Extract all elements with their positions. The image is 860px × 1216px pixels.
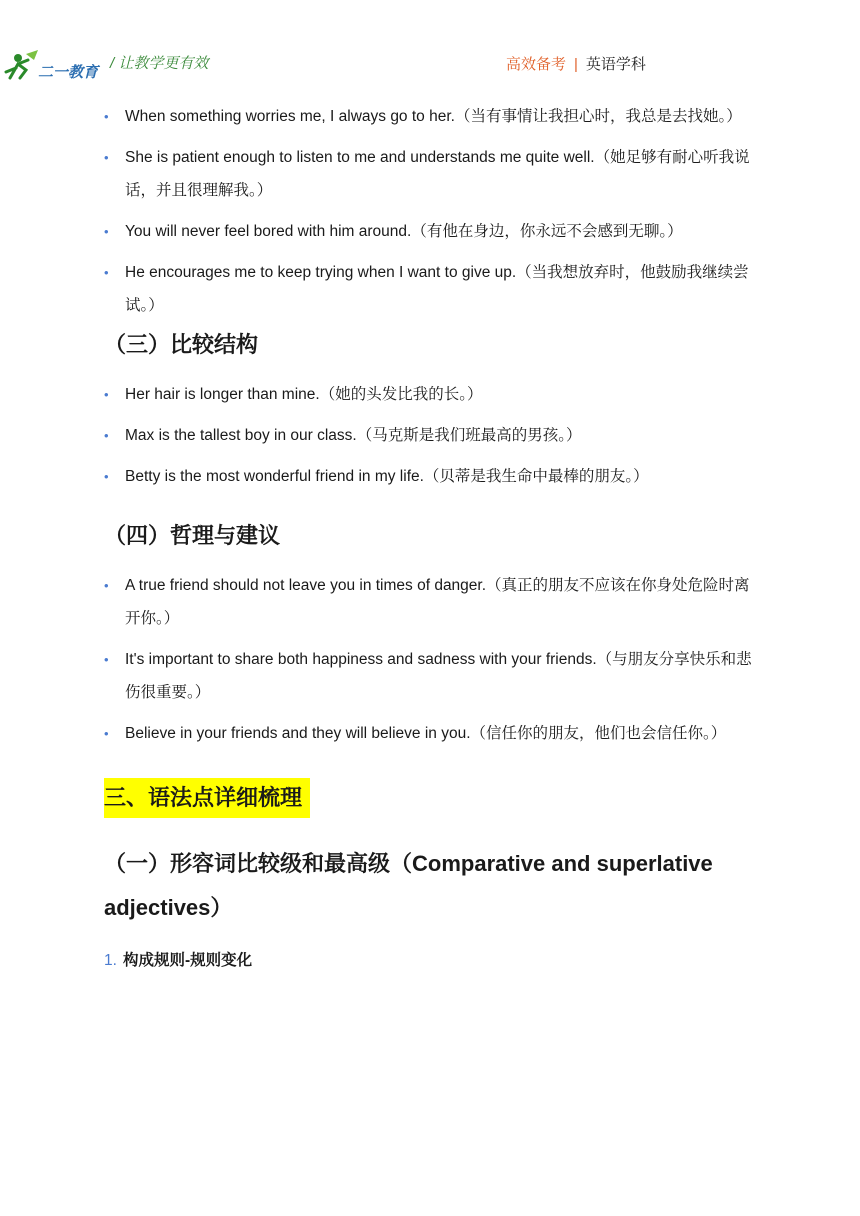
item-number: 1. [104,952,117,969]
list-item: • Betty is the most wonderful friend in my life.（贝蒂是我生命中最棒的朋友。） [104,460,764,493]
list-item: • Her hair is longer than mine.（她的头发比我的长。） [104,378,764,411]
list-item: • When something worries me, I always go to her.（当有事情让我担心时，我总是去找她。） [104,100,764,133]
header-tag-subject: 英语学科 [585,56,646,73]
list-item: • You will never feel bored with him around.（有他在身边，你永远不会感到无聊。） [104,215,764,248]
section-title-wrap [104,778,764,818]
list-item: • A true friend should not leave you in times of danger.（真正的朋友不应该在你身处危险时离开你。） [104,569,764,635]
list-item: • Believe in your friends and they will believe in you.（信任你的朋友，他们也会信任你。） [104,717,764,750]
logo-text: 二一教育 [38,63,99,81]
sentence-list-1 [104,100,764,322]
slogan: / 让教学更有效 [110,55,209,72]
bullet-icon: • [104,578,109,593]
bullet-icon: • [104,469,109,484]
list-item: • He encourages me to keep trying when I want to give up.（当我想放弃时，他鼓励我继续尝试。） [104,256,764,322]
bullet-icon: • [104,265,109,280]
bullet-icon: • [104,428,109,443]
section-title: 三、语法点详细梳理 [104,778,310,818]
sentence-list-2 [104,378,764,493]
list-item: • It's important to share both happiness and sadness with your friends.（与朋友分享快乐和悲伤很重要。） [104,643,764,709]
list-item: • Max is the tallest boy in our class.（马克斯是我们班最高的男孩。） [104,419,764,452]
heading-comparison: （三）比较结构 [104,332,259,357]
bullet-icon: • [104,387,109,402]
bullet-icon: • [104,224,109,239]
page-header [0,0,860,90]
item-text: 构成规则-规则变化 [122,952,253,969]
header-separator: | [574,56,578,73]
header-tag-exam: 高效备考 [506,56,567,73]
bullet-icon: • [104,652,109,667]
bullet-icon: • [104,109,109,124]
main-content [104,100,764,970]
sentence-list-3 [104,569,764,750]
heading-adjectives: （一）形容词比较级和最高级（Comparative and superlative adjectives） [104,851,713,920]
list-item: • She is patient enough to listen to me and understands me quite well.（她足够有耐心听我说话，并且很理解我。） [104,141,764,207]
bullet-icon: • [104,150,109,165]
heading-philosophy: （四）哲理与建议 [104,523,281,548]
logo [4,48,114,88]
bullet-icon: • [104,726,109,741]
header-tags [506,53,646,74]
logo-runner-icon [14,54,22,62]
numbered-item [104,948,764,970]
